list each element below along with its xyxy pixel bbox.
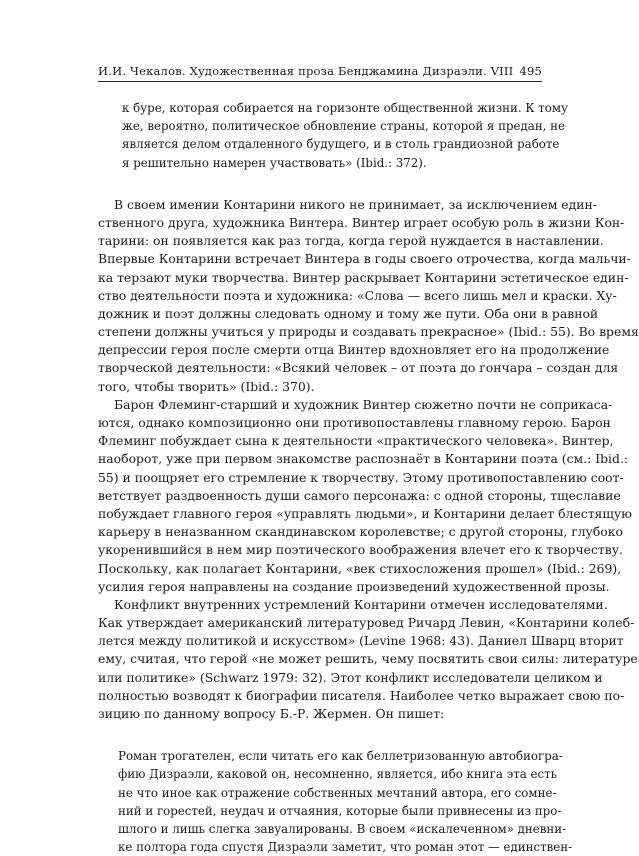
- text-line: Поскольку, как полагает Контарини, «век стихосложения прошел» (Ibid.: 269),: [98, 560, 622, 576]
- text-line: или политике» (Schwarz 1979: 32). Этот конфликт исследователи целиком и: [98, 669, 603, 685]
- text-line: укоренившийся в нем мир поэтического воображения влечет его к творчеству.: [98, 542, 623, 558]
- text-line: лется между политикой и искусством» (Levine 1968: 43). Даниел Шварц вторит: [98, 633, 624, 649]
- text-line: ство деятельности поэта и художника: «Слова — всего лишь мел и краски. Ху-: [98, 287, 617, 303]
- text-line: зицию по данному вопросу Б.-Р. Жермен. Он пишет:: [98, 706, 445, 721]
- text-line: ственного друга, художника Винтера. Винтер играет особую роль в жизни Кон-: [98, 214, 625, 230]
- text-line: дожник и поэт должны следовать одному и тому же пути. Оба они в равной: [98, 305, 599, 321]
- text-line: Флеминг побуждает сына к деятельности «практического человека». Винтер,: [98, 433, 614, 449]
- text-line: Конфликт внутренних устремлений Контарини отмечен исследователями.: [114, 596, 608, 612]
- quote-line: ке полтора года спустя Дизраэли заметит, что роман этот — единствен-: [118, 840, 573, 855]
- running-title: И.И. Чекалов. Художественная проза Бенджамина Дизраэли. VIII: [98, 64, 514, 78]
- text-line: наоборот, уже при первом знакомстве распознаёт в Контарини поэта (см.: Ibid.:: [98, 451, 629, 467]
- text-line: ветствует раздвоенность души самого персонажа: с одной стороны, тщеславие: [98, 487, 621, 503]
- text-line: Как утверждает американский литературовед Ричард Левин, «Контарини колеб-: [98, 615, 635, 631]
- text-line: Впервые Контарини встречает Винтера в годы своего отрочества, когда мальчи-: [98, 251, 631, 267]
- text-line: 55) и поощряет его стремление к творчеству. Этому противопоставлению соот-: [98, 469, 624, 485]
- quote-line: Роман трогателен, если читать его как беллетризованную автобиогра-: [118, 749, 563, 764]
- block-quote-2: [118, 747, 573, 856]
- quote-line: же, вероятно, политическое обновление страны, которой я предан, не: [122, 119, 566, 134]
- body-text: [98, 99, 639, 856]
- quote-line: к буре, которая собирается на горизонте общественной жизни. К тому: [122, 101, 568, 115]
- quote-line: шлого и лишь слегка завуалированы. В своем «искалеченном» дневни-: [118, 821, 567, 836]
- text-line: Барон Флеминг-старший и художник Винтер сюжетно почти не соприкаса-: [114, 396, 613, 412]
- quote-line: фию Дизраэли, каковой он, несомненно, является, ибо книга эта есть: [118, 767, 558, 782]
- paragraph-1: [98, 196, 639, 396]
- text-line: В своем имении Контарини никого не принимает, за исключением един-: [114, 196, 597, 212]
- quote-line: является делом отдаленного будущего, и в столь грандиозной работе: [122, 137, 560, 152]
- block-quote-1: [122, 99, 568, 172]
- text-line: творческой деятельности: «Всякий человек – от поэта до гончара – создан для: [98, 360, 619, 376]
- quote-line: я решительно намерен участвовать» (Ibid.: 372).: [122, 155, 427, 170]
- text-line: побуждает главного героя «управлять людьми», и Контарини делает блестящую: [98, 505, 632, 521]
- text-line: карьеру в неназванном скандинавском королевстве; с другой стороны, глубоко: [98, 524, 623, 540]
- text-line: ка терзают муки творчества. Винтер раскрывает Контарини эстетическое един-: [98, 269, 629, 285]
- text-line: ему, считая, что герой «не может решить, чему посвятить свои силы: литературе: [98, 651, 638, 667]
- header-rule: [98, 81, 542, 82]
- paragraph-2: [98, 396, 632, 596]
- quote-line: ний и горестей, неудач и отчаяния, которые были привнесены из про-: [118, 803, 562, 818]
- text-line: ются, однако композиционно они противопоставлены главному герою. Барон: [98, 415, 611, 430]
- text-line: степени должны учиться у природы и создавать прекрасное» (Ibid.: 55). Во время: [98, 324, 639, 340]
- text-line: того, чтобы творить» (Ibid.: 370).: [98, 378, 315, 394]
- paragraph-3: [98, 596, 638, 723]
- text-line: тарини: он появляется как раз тогда, когда герой нуждается в наставлении.: [98, 233, 604, 249]
- quote-line: не что иное как отражение собственных мечтаний автора, его сомне-: [118, 785, 557, 800]
- running-header: [98, 64, 542, 78]
- text-line: полностью возводят к биографии писателя. Наиболее четко выражает свою по-: [98, 687, 625, 703]
- text-line: усилия героя направлены на создание произведений художественной прозы.: [98, 578, 610, 594]
- page-number: 495: [519, 64, 542, 78]
- text-line: депрессии героя после смерти отца Винтер вдохновляет его на продолжение: [98, 342, 610, 358]
